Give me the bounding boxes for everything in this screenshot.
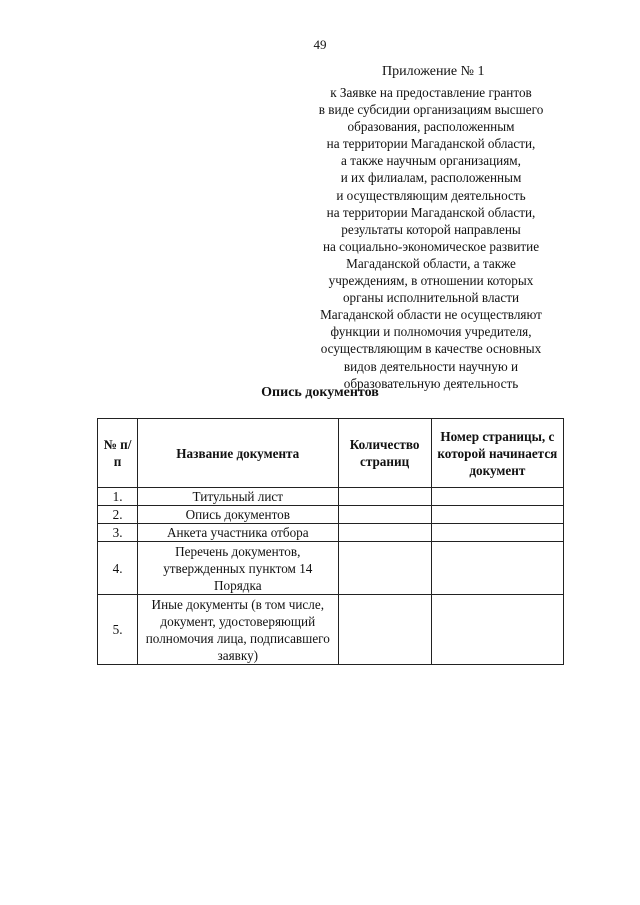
appendix-line: результаты которой направлены	[341, 221, 521, 237]
appendix-line: в виде субсидии организациям высшего	[318, 102, 544, 118]
appendix-title: Приложение № 1	[382, 64, 485, 79]
header-start-page: Номер страницы, с которой начинается документ	[431, 419, 563, 488]
table-row	[98, 488, 564, 506]
row-name: Иные документы (в том числе, документ, удостоверяющий полномочия лица, подписавшего заявку)	[138, 595, 338, 665]
row-start-page	[431, 506, 563, 524]
row-num: 1.	[98, 488, 138, 506]
table-header-row	[98, 419, 564, 488]
row-num: 3.	[98, 524, 138, 542]
table-row	[98, 524, 564, 542]
row-start-page	[431, 488, 563, 506]
documents-inventory-table	[97, 418, 564, 665]
appendix-line: Магаданской области, а также	[346, 255, 516, 271]
appendix-line: и их филиалам, расположенным	[340, 170, 522, 186]
row-name: Титульный лист	[138, 488, 338, 506]
row-start-page	[431, 595, 563, 665]
row-name: Опись документов	[138, 506, 338, 524]
appendix-line: осуществляющим в качестве основных	[320, 341, 542, 357]
appendix-line: органы исполнительной власти	[342, 290, 520, 306]
appendix-line: и осуществляющим деятельность	[336, 187, 526, 203]
row-pages	[338, 542, 431, 595]
appendix-line: видов деятельности научную и	[343, 358, 519, 374]
table-row	[98, 595, 564, 665]
appendix-line: на социально-экономическое развитие	[322, 238, 540, 254]
appendix-line: образовательную деятельность	[343, 375, 519, 391]
appendix-line: учреждениям, в отношении которых	[328, 273, 534, 289]
appendix-line: Магаданской области не осуществляют	[320, 307, 542, 323]
row-start-page	[431, 524, 563, 542]
header-pages: Количество страниц	[338, 419, 431, 488]
appendix-description	[296, 84, 566, 392]
table-row	[98, 542, 564, 595]
appendix-line: а также научным организациям,	[341, 153, 521, 169]
header-name: Название документа	[138, 419, 338, 488]
row-num: 4.	[98, 542, 138, 595]
row-pages	[338, 595, 431, 665]
appendix-line: к Заявке на предоставление грантов	[330, 85, 532, 100]
table-row	[98, 506, 564, 524]
row-name: Перечень документов, утвержденных пунктом 14 Порядка	[138, 542, 338, 595]
row-num: 5.	[98, 595, 138, 665]
row-pages	[338, 524, 431, 542]
document-heading: Опись документов	[261, 385, 379, 400]
appendix-line: на территории Магаданской области,	[326, 204, 536, 220]
appendix-line: функции и полномочия учредителя,	[330, 324, 532, 340]
row-pages	[338, 488, 431, 506]
page-number: 49	[313, 37, 327, 52]
row-num: 2.	[98, 506, 138, 524]
appendix-line: на территории Магаданской области,	[326, 136, 536, 152]
row-start-page	[431, 542, 563, 595]
row-name: Анкета участника отбора	[138, 524, 338, 542]
header-num: № п/п	[98, 419, 138, 488]
appendix-line: образования, расположенным	[347, 119, 515, 135]
row-pages	[338, 506, 431, 524]
